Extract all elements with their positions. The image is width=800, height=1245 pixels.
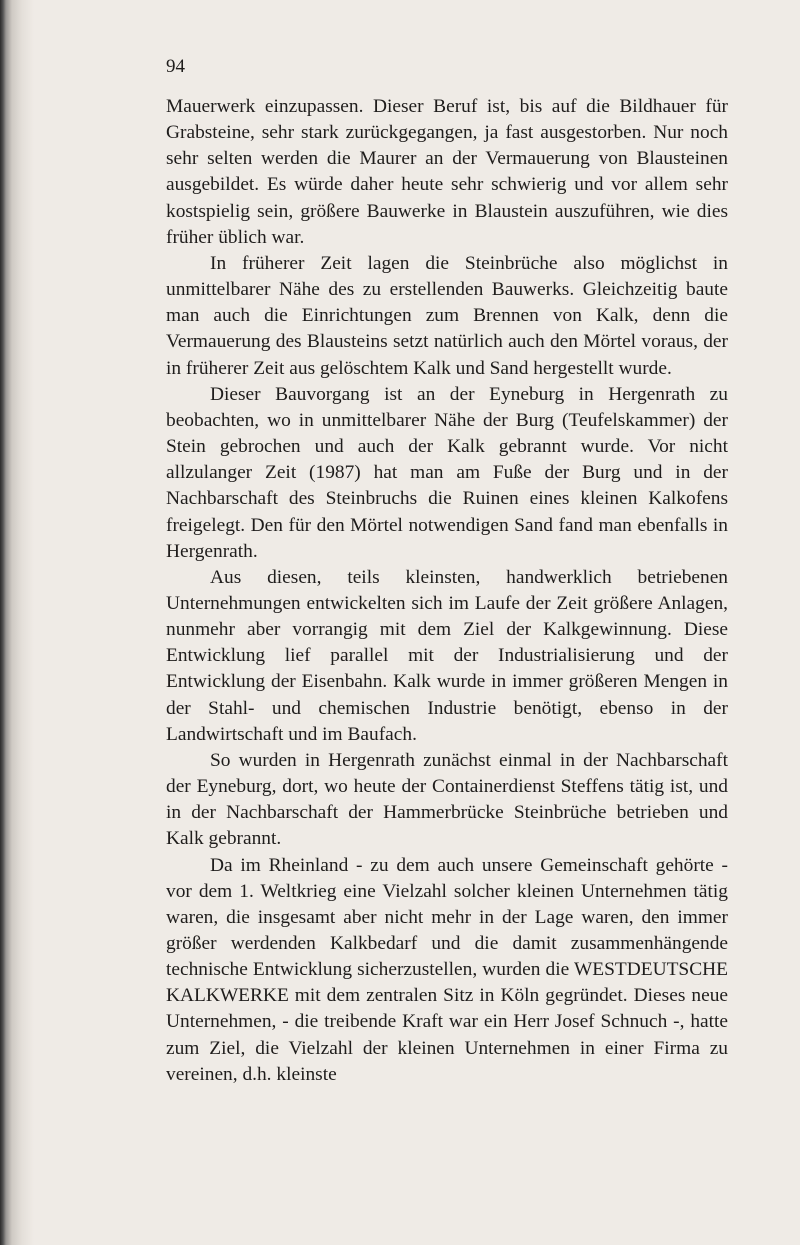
page-number: 94 bbox=[166, 56, 185, 77]
paragraph-2: In früherer Zeit lagen die Steinbrüche also möglichst in unmittelbarer Nähe des zu erstellenden Bauwerks. Gleichzeitig baute man auch die Einrichtungen zum Brennen von Kalk, denn die Vermauerung des Blausteins setzt natürlich auch den Mörtel voraus, der in früherer Zeit aus gelöschtem Kalk und Sand hergestellt wurde. bbox=[166, 252, 728, 379]
paragraph-4: Aus diesen, teils kleinsten, handwerklich betriebenen Unternehmungen entwickelten sich im Laufe der Zeit größere Anlagen, nunmehr aber vorrangig mit dem Ziel der Kalkgewinnung. Diese Entwicklung lief parallel mit der Industrialisierung und der Entwicklung der Eisenbahn. Kalk wurde in immer größeren Mengen in der Stahl- und chemischen Industrie benötigt, ebenso in der Landwirtschaft und im Baufach. bbox=[166, 566, 728, 745]
paragraph-5: So wurden in Hergenrath zunächst einmal in der Nachbarschaft der Eyneburg, dort, wo heute der Containerdienst Steffens tätig ist, und in der Nachbarschaft der Hammerbrücke Steinbrüche betrieben und Kalk gebrannt. bbox=[166, 749, 728, 850]
paragraph-1: Mauerwerk einzupassen. Dieser Beruf ist, bis auf die Bildhauer für Grabsteine, sehr stark zurückgegangen, ja fast ausgestorben. Nur noch sehr selten werden die Maurer an der Vermauerung von Blausteinen ausgebildet. Es würde daher heute sehr schwierig und vor allem sehr kostspielig sein, größere Bauwerke in Blaustein auszuführen, wie dies früher üblich war. bbox=[166, 96, 728, 248]
paragraph-6: Da im Rheinland - zu dem auch unsere Gemeinschaft gehörte - vor dem 1. Weltkrieg eine Vielzahl solcher kleinen Unternehmen tätig waren, die insgesamt aber nicht mehr in der Lage waren, den immer größer werdenden Kalkbedarf und die damit zusammenhängende technische Entwicklung sicherzustellen, wurden die WESTDEUTSCHE KALKWERKE mit dem zentralen Sitz in Köln gegründet. Dieses neue Unternehmen, - die treibende Kraft war ein Herr Josef Schnuch -, hatte zum Ziel, die Vielzahl der kleinen Unternehmen in einer Firma zu vereinen, d.h. kleinste bbox=[166, 854, 728, 1085]
body-text bbox=[166, 94, 728, 1088]
paragraph-3: Dieser Bauvorgang ist an der Eyneburg in Hergenrath zu beobachten, wo in unmittelbarer Nähe der Burg (Teufelskammer) der Stein gebrochen und auch der Kalk gebrannt wurde. Vor nicht allzulanger Zeit (1987) hat man am Fuße der Burg und in der Nachbarschaft des Steinbruchs die Ruinen eines kleinen Kalkofens freigelegt. Den für den Mörtel notwendigen Sand fand man ebenfalls in Hergenrath. bbox=[166, 383, 728, 562]
